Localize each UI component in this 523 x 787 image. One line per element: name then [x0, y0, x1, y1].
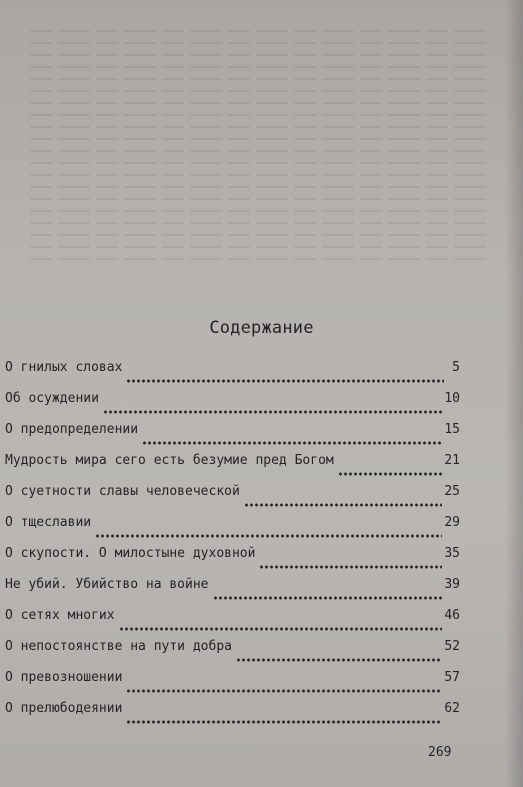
toc-entry-title: О сетях многих [5, 608, 115, 623]
dot-leader [126, 689, 442, 693]
page-edge-shadow [505, 0, 523, 787]
contents-heading: Содержание [209, 318, 314, 338]
toc-entry-title: О скупости. О милостыне духовной [5, 546, 256, 561]
toc-entry[interactable] [5, 577, 460, 608]
toc-entry-title: О суетности славы человеческой [5, 484, 240, 499]
toc-entry[interactable] [5, 453, 460, 484]
toc-entry-title: О превозношении [5, 670, 123, 685]
toc-entry[interactable] [5, 391, 460, 422]
toc-entry-page: 57 [444, 670, 460, 685]
dot-leader [338, 472, 443, 476]
dot-leader [236, 658, 442, 662]
dot-leader [95, 534, 442, 538]
toc-entry-title: О тщеславии [5, 515, 92, 530]
toc-entry-title: Мудрость мира сего есть безумие пред Богом [5, 453, 334, 468]
toc-entry[interactable] [5, 639, 460, 670]
page-number: 269 [428, 745, 452, 760]
toc-entry[interactable] [5, 515, 460, 546]
toc-entry-title: О гнилых словах [5, 360, 123, 375]
toc-entry-page: 62 [444, 701, 460, 716]
dot-leader [142, 441, 442, 445]
toc-entry-title: О непостоянстве на пути добра [5, 639, 232, 654]
toc-entry-page: 25 [444, 484, 460, 499]
dot-leader [126, 379, 444, 383]
toc-entry-page: 5 [452, 360, 460, 375]
toc-entry[interactable] [5, 608, 460, 639]
table-of-contents [5, 360, 460, 732]
dot-leader [259, 565, 442, 569]
toc-entry-page: 15 [444, 422, 460, 437]
dot-leader [213, 596, 443, 600]
toc-entry-page: 52 [444, 639, 460, 654]
toc-entry-page: 29 [444, 515, 460, 530]
toc-entry-title: О предопределении [5, 422, 139, 437]
toc-entry-page: 39 [444, 577, 460, 592]
dot-leader [103, 410, 442, 414]
toc-entry-page: 21 [444, 453, 460, 468]
toc-entry[interactable] [5, 546, 460, 577]
dot-leader [244, 503, 443, 507]
dot-leader [119, 627, 443, 631]
toc-entry-title: Об осуждении [5, 391, 99, 406]
toc-entry-title: Не убий. Убийство на войне [5, 577, 209, 592]
toc-entry-page: 35 [444, 546, 460, 561]
toc-entry[interactable] [5, 670, 460, 701]
toc-entry-page: 46 [444, 608, 460, 623]
toc-entry-title: О прелюбодеянии [5, 701, 123, 716]
dot-leader [126, 720, 442, 724]
toc-entry[interactable] [5, 422, 460, 453]
toc-entry[interactable] [5, 701, 460, 732]
toc-entry[interactable] [5, 360, 460, 391]
toc-entry[interactable] [5, 484, 460, 515]
show-through-text [30, 30, 490, 310]
toc-entry-page: 10 [444, 391, 460, 406]
